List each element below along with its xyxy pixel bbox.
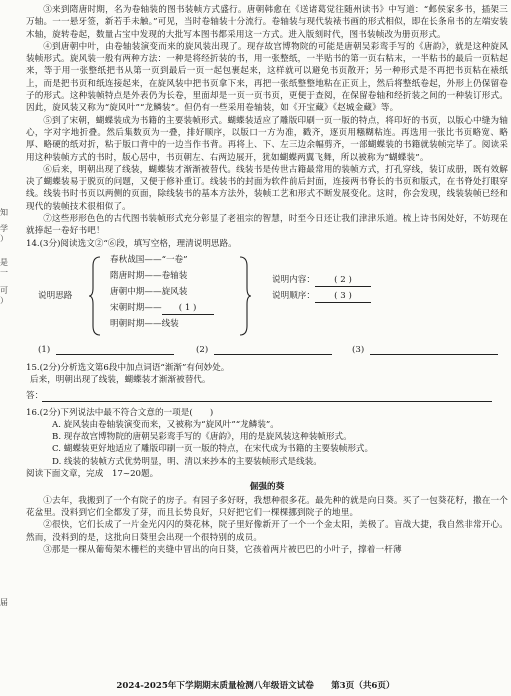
question-16-stem: 16.(2分)下列说法中最不符合文意的一项是( ) xyxy=(26,407,214,418)
margin-char: ） xyxy=(0,296,8,305)
q14-row-3: 唐朝中期——旋风装 xyxy=(110,286,188,297)
story-paragraph-3: ③那是一棵从葡萄架木栅栏的夹缝中冒出的向日葵，它孩着两片被巴巴的小叶子，撑着一杆薄 xyxy=(43,544,402,555)
q16-option-c[interactable]: C. 蝴蝶装更好地适应了雕版印刷一页一版的特点，在宋代成为书籍的主要装帧形式。 xyxy=(52,444,374,455)
q16-option-d[interactable]: D. 线装的装帧方式优势明显，明、清以来抄本的主要装帧形式是线装。 xyxy=(52,456,322,467)
story-paragraph-2: ②很快，它们长成了一片金光闪闪的葵花林，院子里好像新开了一个一个金太阳，美极了。盲战大捷，我自然非常开心。然而，没料到的是，这批向日葵里会出现一个很特别的成员。 xyxy=(26,520,508,543)
margin-char: ） xyxy=(0,234,8,243)
margin-char: 一 xyxy=(0,268,8,277)
q14-row-1: 春秋战国——“一卷” xyxy=(110,254,188,265)
q16-option-a[interactable]: A. 旋风装由卷轴装演变而来，又被称为“旋风叶”“龙鳞装”。 xyxy=(52,419,279,430)
q14-left-label: 说明思路 xyxy=(38,290,73,301)
margin-char: 可 xyxy=(0,286,8,295)
story-title: 倔强的葵 xyxy=(249,482,285,493)
q14-answer-line-3[interactable] xyxy=(370,354,498,355)
q14-row-5: 明朝时期——线装 xyxy=(110,318,179,329)
q14-answer-label-3: (3) xyxy=(352,344,365,355)
q14-answer-line-1[interactable] xyxy=(56,354,174,355)
right-brace-icon xyxy=(238,256,252,336)
reading-intro: 阅读下面文章，完成 17~20题。 xyxy=(26,469,159,480)
question-15-quote: 后来，明朝出现了线装，蝴蝶装才渐渐被替代。 xyxy=(30,375,211,386)
q14-order-label: 说明顺序： xyxy=(272,290,315,301)
q14-answer-label-2: (2) xyxy=(196,344,209,355)
margin-char: 是 xyxy=(0,258,8,267)
q14-row-4-label: 宋朝时期—— xyxy=(110,302,162,313)
q14-blank-3[interactable]: ( 3 ) xyxy=(315,290,371,303)
q14-blank-1[interactable]: ( 1 ) xyxy=(162,302,214,315)
q14-answer-line-2[interactable] xyxy=(214,354,332,355)
q14-order-row xyxy=(272,290,371,303)
q15-answer-line[interactable] xyxy=(42,401,492,402)
q15-answer-label: 答： xyxy=(26,390,44,401)
margin-char: 届 xyxy=(0,598,8,607)
margin-char: 学 xyxy=(0,224,8,233)
question-15-stem: 15.(2分)分析选文第6段中加点词语“渐渐”有何妙处。 xyxy=(26,362,230,373)
margin-char: 知 xyxy=(0,208,8,217)
q15-answer-row xyxy=(26,390,508,404)
q14-content-label: 说明内容： xyxy=(272,274,315,285)
article-paragraph-5: ⑤到了宋朝，蝴蝶装成为书籍的主要装帧形式。蝴蝶装适应了雕版印刷一页一版的特点，将印好的书页，以版心中缝为轴心，字对字地折叠。然后集数页为一叠，排好顺序，以版口一方为准，戳齐，逐页用糨糊粘连。再选用一张比书页略宽、略厚、略硬的纸对折，粘于版口背中的一边当作书背。再将上、下、左三边余幅剪齐，一部蝴蝶装的书籍就装帧完毕了。阅读采用这种装帧方式的书时，版心居中，书页朝左、右两边展开，犹如蝴蝶两翼飞舞，所以被称为“蝴蝶装”。 xyxy=(26,115,508,163)
story-paragraph-1: ①去年，我搬到了一个有院子的房子。有园子多好呀，我想种很多花。最先种的就是向日葵。买了一包葵花籽，撒在一个花盆里。没料到它们全都发了芽，而且长势良好，只好把它们一棵棵挪到院子的地里。 xyxy=(26,495,508,518)
q14-blank-2[interactable]: ( 2 ) xyxy=(315,274,371,287)
left-margin-text xyxy=(0,208,12,306)
article-paragraph-3: ③来到隋唐时期，名为卷轴装的图书装帧方式盛行。唐朝韩愈在《送诸葛觉往随州读书》中写道：“邺侯家多书，插架三万轴。一一悬牙签，新若手未触。”可见，当时卷轴装十分流行。卷轴装与现代装裱书画的形式相似，即在长条帛书的左端安装木轴，旋转卷起，数量占宝中发现的大批写本图书都采用这一方式。进入版刻时代，图书装帧改为册页形式。 xyxy=(26,5,508,40)
left-brace-icon xyxy=(88,256,102,336)
question-14-stem: 14.(3分)阅读选文②“⑥段，填写空格，理清说明思路。 xyxy=(26,238,237,249)
q14-diagram xyxy=(26,252,508,344)
left-margin-text-lower xyxy=(0,598,12,608)
page-content xyxy=(26,4,508,556)
q14-row-4 xyxy=(110,302,214,315)
q16-option-b[interactable]: B. 现存故宫博物院的唐朝吴彩鸾手写的《唐韵》，用的是旋风装这种装帧形式。 xyxy=(52,432,352,443)
q14-row-2: 隋唐时期——卷轴装 xyxy=(110,270,188,281)
q14-answer-label-1: (1) xyxy=(38,344,51,355)
page-footer: 2024-2025年下学期期末质量检测八年级语文试卷 第3页（共6页） xyxy=(116,680,395,691)
article-paragraph-7: ⑦这些形形色色的古代图书装帧形式充分彰显了老祖宗的智慧，时至今日还让我们津津乐道。梳上诗书闲处好，不妨现在就捧起一卷好书吧！ xyxy=(26,214,508,237)
q14-content-row xyxy=(272,274,371,287)
article-paragraph-4: ④到唐朝中叶，由卷轴装演变而来的旋风装出现了。现存故宫博物院的可能是唐朝吴彩鸾手写的《唐韵》，就是这种旋风装帧形式。旋风装一般有两种方法：一种是将经折装的书，用一张整纸，一半贴书的第一页右粘末，一半粘书的最后一页粘起来，等于用一张整纸把书从第一页到最后一页一起包裹起来，这样就可以避免书页散开；另一种形式是不再把书页粘在裱纸上，而是把书页和纸连接起来，在旋风装中把书页拿下来，再把一张纸整整地粘在正页上，然后将整纸卷起，外形上仍保留卷子的形式。这种装帧特点是外表仍为长卷，里面却是一页一页书页，更便于查阅，在保留卷轴和经折装之间的一种装订形式。因此，旋风装又称为“旋风叶”“龙鳞装”。但仍有一些采用卷轴装，如《开宝藏》《赵城金藏》等。 xyxy=(26,41,508,114)
article-paragraph-6: ⑥后来，明朝出现了线装，蝴蝶装才渐渐被替代。线装书是传世古籍最常用的装帧方式，打孔穿线，装订成册，既有效解决了蝴蝶装易于脱页的问题，又便于修补重订。线装书的封面为软件前后封面，连接两书脊长的书页和版式，在书脊处打眼穿线。线装书时书页以两侧的页面，除线装书的基本方法外，装帧工艺和形式不断发展变化。这时，你会发现，线装装帧已经和现代的装帧技术很相似了。 xyxy=(26,164,508,212)
q14-answer-lines xyxy=(26,344,508,358)
